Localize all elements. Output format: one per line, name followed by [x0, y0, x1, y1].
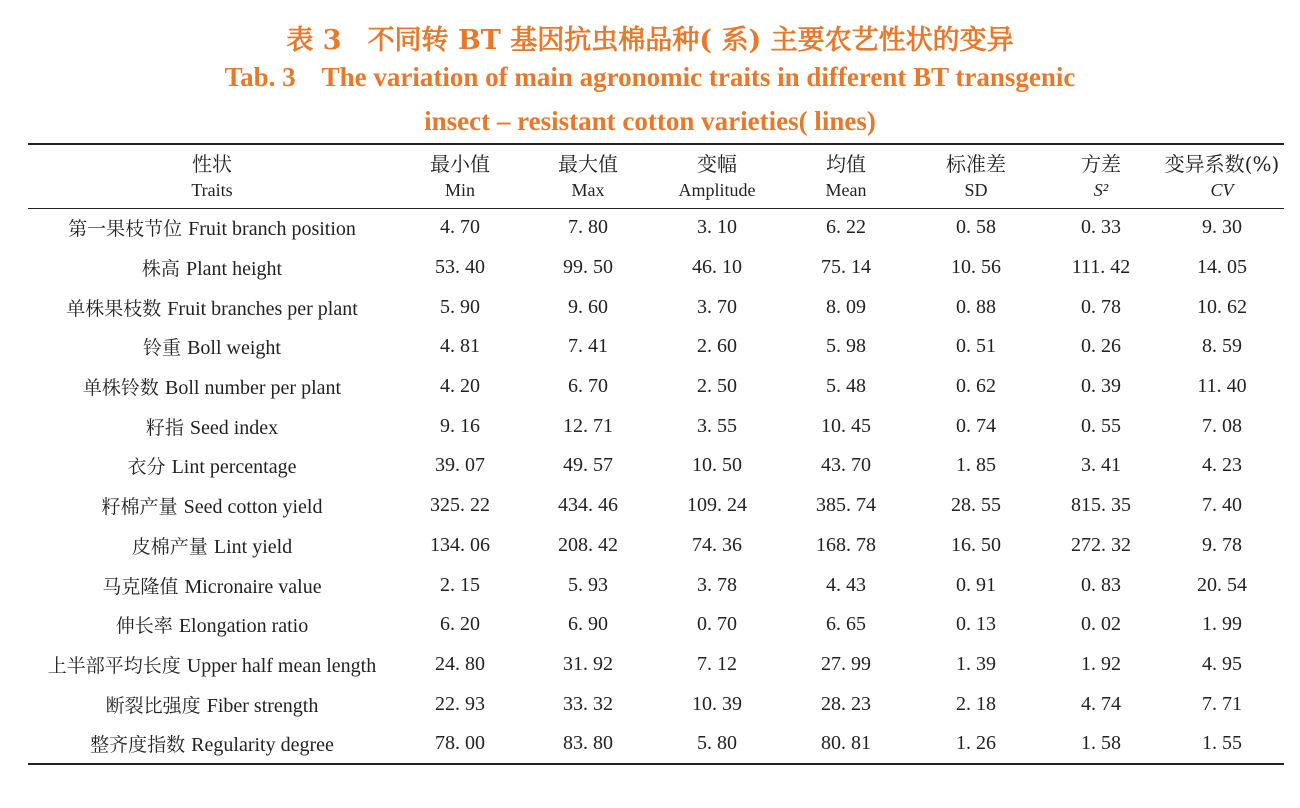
value-cell: 111. 42: [1071, 256, 1131, 279]
trait-cell: [28, 327, 396, 367]
column-header-cn: 均值: [826, 151, 866, 176]
value-cell: 28. 23: [821, 692, 871, 715]
value-cell: 80. 81: [821, 732, 871, 755]
table-title-cn: [0, 18, 1300, 57]
value-cell: 3. 10: [697, 216, 737, 239]
value-cell: 10. 45: [821, 414, 871, 437]
trait-name-en: Upper half mean length: [186, 654, 377, 677]
column-header-cn: 方差: [1081, 151, 1121, 176]
trait-cell: [28, 248, 396, 288]
value-cell: 109. 24: [687, 494, 747, 517]
value-cell: 7. 80: [568, 216, 608, 239]
value-cell: 0. 13: [956, 613, 996, 636]
value-cell: 434. 46: [558, 494, 618, 517]
value-cell: 4. 43: [826, 573, 866, 596]
value-cell: 28. 55: [951, 494, 1001, 517]
column-header: [652, 145, 782, 208]
trait-cell: [28, 724, 396, 764]
table-row: [28, 605, 1284, 645]
trait-cell: [28, 208, 396, 248]
table-row: [28, 724, 1284, 764]
value-cell: 5. 90: [440, 295, 480, 318]
trait-cell: [28, 406, 396, 446]
column-header-cn: 性状: [192, 151, 232, 176]
value-cell: 2. 18: [956, 692, 996, 715]
value-cell: 7. 41: [568, 335, 608, 358]
trait-name-cn: 马克隆值: [102, 575, 179, 598]
value-cell: 14. 05: [1197, 256, 1247, 279]
value-cell: 5. 80: [697, 732, 737, 755]
trait-cell: [28, 565, 396, 605]
value-cell: 6. 90: [568, 613, 608, 636]
trait-name-cn: 皮棉产量: [131, 535, 208, 558]
value-cell: 4. 23: [1202, 454, 1242, 477]
trait-name-cn: 整齐度指数: [90, 734, 186, 757]
trait-cell: [28, 287, 396, 327]
value-cell: 6. 20: [440, 613, 480, 636]
trait-cell: [28, 446, 396, 486]
value-cell: 24. 80: [435, 652, 485, 675]
value-cell: 33. 32: [563, 692, 613, 715]
table-row: [28, 367, 1284, 407]
value-cell: 0. 83: [1081, 573, 1121, 596]
trait-cell: [28, 645, 396, 685]
value-cell: 12. 71: [563, 414, 613, 437]
value-cell: 7. 71: [1202, 692, 1242, 715]
value-cell: 4. 20: [440, 375, 480, 398]
value-cell: 0. 70: [697, 613, 737, 636]
column-header-en: Mean: [825, 179, 867, 200]
trait-cell: [28, 526, 396, 566]
trait-name-en: Plant height: [185, 258, 283, 281]
value-cell: 39. 07: [435, 454, 485, 477]
value-cell: 27. 99: [821, 652, 871, 675]
trait-cell: [28, 684, 396, 724]
value-cell: 0. 51: [956, 335, 996, 358]
value-cell: 22. 93: [435, 692, 485, 715]
header-row: [28, 145, 1284, 208]
table-row: [28, 406, 1284, 446]
value-cell: 1. 92: [1081, 652, 1121, 675]
value-cell: 325. 22: [430, 494, 490, 517]
column-header-en: Amplitude: [678, 179, 756, 200]
trait-cell: [28, 367, 396, 407]
value-cell: 1. 26: [956, 732, 996, 755]
table-label-cn: 表 3: [286, 25, 342, 56]
column-header: [396, 145, 524, 208]
table-body: [28, 208, 1284, 764]
column-header-en: S²: [1093, 179, 1109, 200]
trait-name-en: Micronaire value: [184, 575, 322, 598]
column-header: [910, 145, 1042, 208]
table-row: [28, 486, 1284, 526]
value-cell: 0. 33: [1081, 216, 1121, 239]
value-cell: 1. 39: [956, 652, 996, 675]
column-header-cn: 标准差: [946, 151, 1006, 176]
value-cell: 2. 50: [697, 375, 737, 398]
trait-name-en: Elongation ratio: [178, 615, 309, 638]
trait-name-en: Seed index: [189, 416, 279, 439]
trait-name-en: Regularity degree: [191, 734, 334, 757]
table-title-en-line2: [0, 106, 1300, 137]
column-header: [782, 145, 910, 208]
table-caption-en-line2: insect – resistant cotton varieties( lines): [424, 106, 876, 136]
table-caption-cn: 不同转 BT 基因抗虫棉品种( 系) 主要农艺性状的变异: [367, 25, 1014, 56]
value-cell: 0. 02: [1081, 613, 1121, 636]
value-cell: 3. 55: [697, 414, 737, 437]
column-header-en: Max: [571, 179, 605, 200]
value-cell: 10. 62: [1197, 295, 1247, 318]
value-cell: 6. 22: [826, 216, 866, 239]
value-cell: 4. 95: [1202, 652, 1242, 675]
column-header-cn: 变幅: [697, 151, 737, 176]
column-header-cn: 变异系数(%): [1164, 151, 1280, 176]
value-cell: 10. 50: [692, 454, 742, 477]
table-row: [28, 248, 1284, 288]
value-cell: 78. 00: [435, 732, 485, 755]
value-cell: 815. 35: [1071, 494, 1131, 517]
column-header: [1042, 145, 1160, 208]
value-cell: 5. 98: [826, 335, 866, 358]
value-cell: 6. 65: [826, 613, 866, 636]
value-cell: 53. 40: [435, 256, 485, 279]
value-cell: 5. 93: [568, 573, 608, 596]
column-header-cn: 最大值: [558, 151, 618, 176]
column-header-en: SD: [964, 179, 988, 200]
column-header-cn: 最小值: [430, 151, 490, 176]
table-row: [28, 684, 1284, 724]
value-cell: 20. 54: [1197, 573, 1247, 596]
value-cell: 99. 50: [563, 256, 613, 279]
value-cell: 168. 78: [816, 533, 876, 556]
column-header-en: Min: [444, 179, 475, 200]
trait-name-en: Boll number per plant: [164, 377, 342, 400]
value-cell: 7. 08: [1202, 414, 1242, 437]
value-cell: 10. 56: [951, 256, 1001, 279]
value-cell: 43. 70: [821, 454, 871, 477]
trait-name-cn: 第一果枝节位: [68, 218, 183, 241]
value-cell: 4. 81: [440, 335, 480, 358]
column-header: [524, 145, 652, 208]
trait-name-en: Boll weight: [187, 337, 281, 360]
trait-name-cn: 衣分: [127, 456, 166, 479]
table-row: [28, 526, 1284, 566]
trait-name-cn: 籽棉产量: [101, 496, 178, 519]
trait-name-en: Lint percentage: [171, 456, 297, 479]
value-cell: 83. 80: [563, 732, 613, 755]
trait-name-en: Seed cotton yield: [183, 496, 323, 519]
column-header-en: Traits: [191, 179, 233, 200]
value-cell: 49. 57: [563, 454, 613, 477]
value-cell: 9. 78: [1202, 533, 1242, 556]
value-cell: 0. 55: [1081, 414, 1121, 437]
value-cell: 31. 92: [563, 652, 613, 675]
value-cell: 1. 58: [1081, 732, 1121, 755]
trait-name-en: Fiber strength: [206, 694, 319, 717]
value-cell: 3. 78: [697, 573, 737, 596]
trait-name-en: Lint yield: [213, 535, 293, 558]
value-cell: 5. 48: [826, 375, 866, 398]
table-row: [28, 208, 1284, 248]
value-cell: 4. 74: [1081, 692, 1121, 715]
table-row: [28, 327, 1284, 367]
value-cell: 0. 78: [1081, 295, 1121, 318]
value-cell: 9. 16: [440, 414, 480, 437]
value-cell: 9. 60: [568, 295, 608, 318]
value-cell: 0. 26: [1081, 335, 1121, 358]
table-label-en: Tab. 3: [224, 62, 296, 92]
value-cell: 8. 09: [826, 295, 866, 318]
value-cell: 385. 74: [816, 494, 876, 517]
value-cell: 1. 55: [1202, 732, 1242, 755]
value-cell: 4. 70: [440, 216, 480, 239]
column-header: [1160, 145, 1284, 208]
trait-name-cn: 籽指: [145, 416, 184, 439]
trait-name-cn: 铃重: [143, 337, 182, 360]
trait-name-cn: 伸长率: [115, 615, 173, 638]
table-row: [28, 565, 1284, 605]
value-cell: 0. 58: [956, 216, 996, 239]
table-row: [28, 645, 1284, 685]
value-cell: 1. 99: [1202, 613, 1242, 636]
table-title-en-line1: [0, 62, 1300, 93]
value-cell: 272. 32: [1071, 533, 1131, 556]
trait-name-cn: 上半部平均长度: [47, 654, 181, 677]
value-cell: 6. 70: [568, 375, 608, 398]
trait-name-cn: 单株果枝数: [66, 297, 162, 320]
trait-name-cn: 单株铃数: [82, 377, 159, 400]
value-cell: 0. 91: [956, 573, 996, 596]
value-cell: 2. 15: [440, 573, 480, 596]
value-cell: 74. 36: [692, 533, 742, 556]
value-cell: 75. 14: [821, 256, 871, 279]
value-cell: 208. 42: [558, 533, 618, 556]
value-cell: 16. 50: [951, 533, 1001, 556]
trait-cell: [28, 605, 396, 645]
value-cell: 1. 85: [956, 454, 996, 477]
value-cell: 7. 12: [697, 652, 737, 675]
column-header-en: CV: [1210, 179, 1234, 200]
column-header: [28, 145, 396, 208]
trait-name-en: Fruit branches per plant: [167, 297, 358, 320]
traits-table: [28, 145, 1284, 764]
value-cell: 0. 62: [956, 375, 996, 398]
value-cell: 0. 88: [956, 295, 996, 318]
trait-name-cn: 株高: [141, 258, 180, 281]
table-row: [28, 287, 1284, 327]
value-cell: 2. 60: [697, 335, 737, 358]
value-cell: 11. 40: [1197, 375, 1247, 398]
value-cell: 0. 74: [956, 414, 996, 437]
trait-cell: [28, 486, 396, 526]
value-cell: 3. 70: [697, 295, 737, 318]
value-cell: 10. 39: [692, 692, 742, 715]
value-cell: 3. 41: [1081, 454, 1121, 477]
value-cell: 0. 39: [1081, 375, 1121, 398]
value-cell: 134. 06: [430, 533, 490, 556]
trait-name-en: Fruit branch position: [188, 218, 356, 241]
value-cell: 9. 30: [1202, 216, 1242, 239]
value-cell: 7. 40: [1202, 494, 1242, 517]
value-cell: 46. 10: [692, 256, 742, 279]
table-caption-en-line1: The variation of main agronomic traits in different BT transgenic: [321, 62, 1076, 92]
table-row: [28, 446, 1284, 486]
value-cell: 8. 59: [1202, 335, 1242, 358]
trait-name-cn: 断裂比强度: [105, 694, 201, 717]
